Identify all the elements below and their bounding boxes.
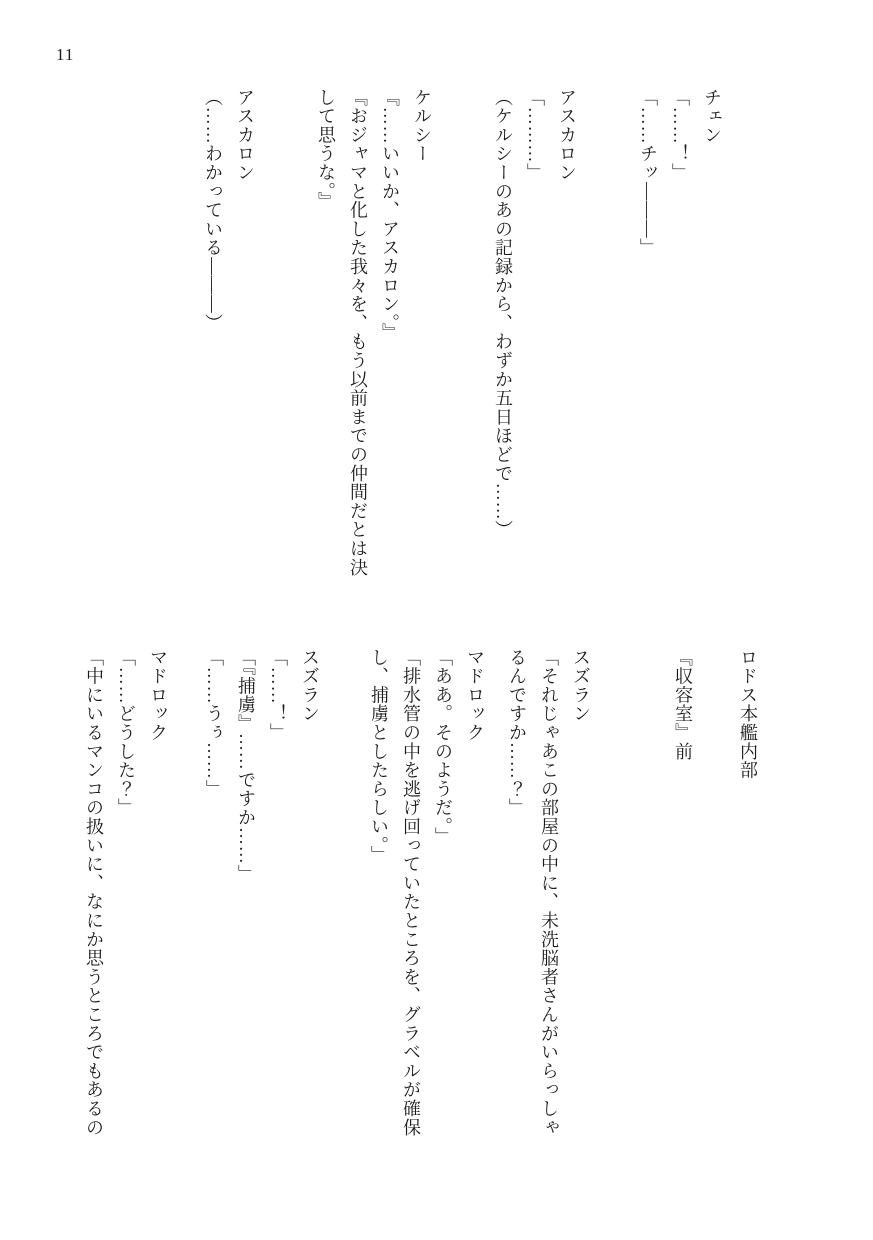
- dialogue-line: 「排水管の中を逃げ回っていたところを、グラベルが確保: [401, 648, 421, 1137]
- scene-heading: ロドス本艦内部: [738, 648, 758, 780]
- speech-group: [198, 648, 326, 1158]
- speaker-name: ケルシー: [412, 88, 432, 164]
- speech-group: [310, 88, 438, 618]
- speech-group: [197, 88, 261, 618]
- speaker-name: マドロック: [465, 648, 485, 742]
- dialogue-line: 「ああ。そのようだ。」: [433, 648, 453, 846]
- dialogue-line: 「『捕虜』……ですか……」: [236, 648, 256, 884]
- dialogue-line: るんですか……？」: [507, 648, 527, 818]
- speaker-name: マドロック: [148, 648, 168, 742]
- speaker-name: スズラン: [571, 648, 591, 724]
- thought-line: （……わかっている―――）: [203, 88, 223, 333]
- speech-group: [78, 648, 174, 1158]
- dialogue-line: 「………」: [525, 88, 545, 182]
- bottom-text-block: [78, 648, 764, 1158]
- speaker-name: アスカロン: [557, 88, 577, 182]
- dialogue-line: 「……！」: [670, 88, 690, 182]
- speaker-name: スズラン: [300, 648, 320, 724]
- speaker-name: アスカロン: [235, 88, 255, 182]
- dialogue-line: 「……うぅ……」: [204, 648, 224, 799]
- dialogue-line: し、捕虜としたらしい。」: [369, 648, 389, 865]
- thought-line: （ケルシーのあの記録から、わずか五日ほどで……）: [493, 88, 513, 540]
- page-number: 11: [56, 45, 75, 64]
- top-text-block: [197, 88, 728, 618]
- scene-heading-group: [667, 648, 699, 1158]
- scene-heading: 『収容室』前: [673, 648, 693, 761]
- speech-group: [363, 648, 491, 1158]
- speech-group: [501, 648, 597, 1158]
- dialogue-line: 『おジャマと化した我々を、もう以前までの仲間だとは決: [348, 88, 368, 577]
- dialogue-line: 『……いいか、アスカロン。』: [380, 88, 400, 343]
- dialogue-line: 「……どうした？」: [116, 648, 136, 818]
- dialogue-line: 「それじゃあこの部屋の中に、未洗脳者さんがいらっしゃ: [539, 648, 559, 1137]
- dialogue-line: して思うな。』: [316, 88, 336, 211]
- scene-heading-group: [732, 648, 764, 1158]
- speech-group: [487, 88, 583, 618]
- dialogue-line: 「……チッ―――」: [638, 88, 658, 258]
- dialogue-line: 「……！」: [268, 648, 288, 742]
- dialogue-line: 「中にいるマンコの扱いに、なにか思うところでもあるの: [84, 648, 104, 1137]
- speech-group: [632, 88, 728, 618]
- speaker-name: チェン: [702, 88, 722, 145]
